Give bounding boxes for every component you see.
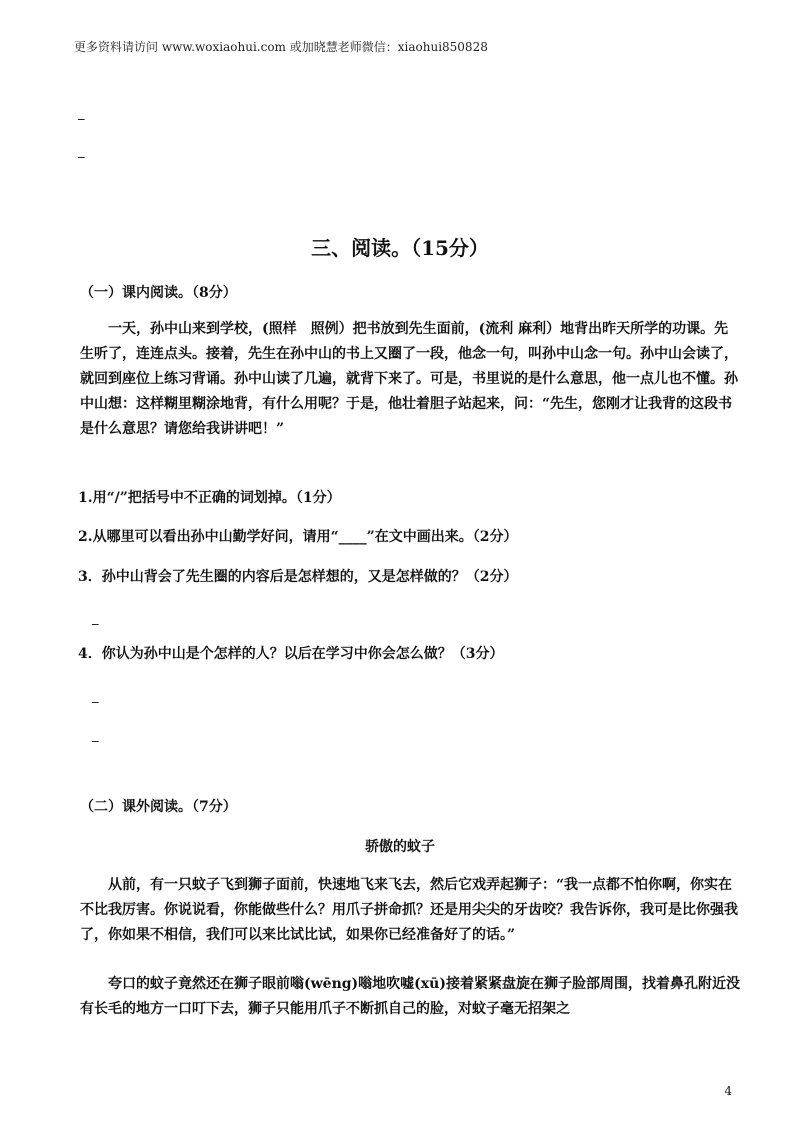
part2-heading: （二）课外阅读。（7分） bbox=[80, 799, 237, 815]
page-header: 更多资料请访问 www.woxiaohui.com 或加晓慧老师微信：xiaohui850828 bbox=[74, 40, 488, 54]
part1-passage: 一天，孙中山来到学校，(照样 照例）把书放到先生面前，(流利 麻利）地背出昨天所学的功课。先生听了，连连点头。接着，先生在孙中山的书上又圈了一段，他念一句，叫孙中山念一句。孙中山会读了，就回到座位上练习背诵。孙中山读了几遍，就背下来了。可是，书里说的是什么意思，他一点儿也不懂。孙中山想：这样糊里糊涂地背，有什么用呢？于是，他壮着胆子站起来，问：“先生，您刚才让我背的这段书是什么意思？请您给我讲讲吧！” bbox=[80, 321, 738, 437]
answer-line: _ bbox=[92, 611, 99, 626]
section-title: 三、阅读。（15分） bbox=[311, 236, 489, 260]
question-1: 1.用“/”把括号中不正确的词划掉。（1分） bbox=[78, 490, 341, 506]
answer-line: _ bbox=[78, 144, 85, 159]
answer-line: _ bbox=[78, 106, 85, 121]
part1-heading: （一）课内阅读。（8分） bbox=[80, 285, 237, 301]
page-number: 4 bbox=[724, 1084, 732, 1098]
story-paragraph-1: 从前，有一只蚊子飞到狮子面前，快速地飞来飞去，然后它戏弄起狮子：“我一点都不怕你啊，你实在不比我厉害。你说说看，你能做些什么？用爪子拼命抓？还是用尖尖的牙齿咬？我告诉你，我可是比你强我了，你如果不相信，我们可以来比试比试，如果你已经准备好了的话。” bbox=[80, 877, 738, 943]
story-title: 骄傲的蚊子 bbox=[365, 839, 435, 855]
story-paragraph-2: 夸口的蚊子竟然还在狮子眼前嗡(wēng)嗡地吹嘘(xū)接着紧紧盘旋在狮子脸部周围，找着鼻孔附近没有长毛的地方一口叮下去，狮子只能用爪子不断抓自己的脸，对蚊子毫无招架之 bbox=[80, 976, 740, 1017]
question-4: 4．你认为孙中山是个怎样的人？以后在学习中你会怎么做？（3分） bbox=[78, 646, 504, 662]
answer-line: _ bbox=[92, 728, 99, 743]
question-3: 3．孙中山背会了先生圈的内容后是怎样想的，又是怎样做的？（2分） bbox=[78, 569, 518, 585]
answer-line: _ bbox=[92, 689, 99, 704]
question-2: 2.从哪里可以看出孙中山勤学好问，请用“____”在文中画出来。（2分） bbox=[78, 529, 518, 545]
